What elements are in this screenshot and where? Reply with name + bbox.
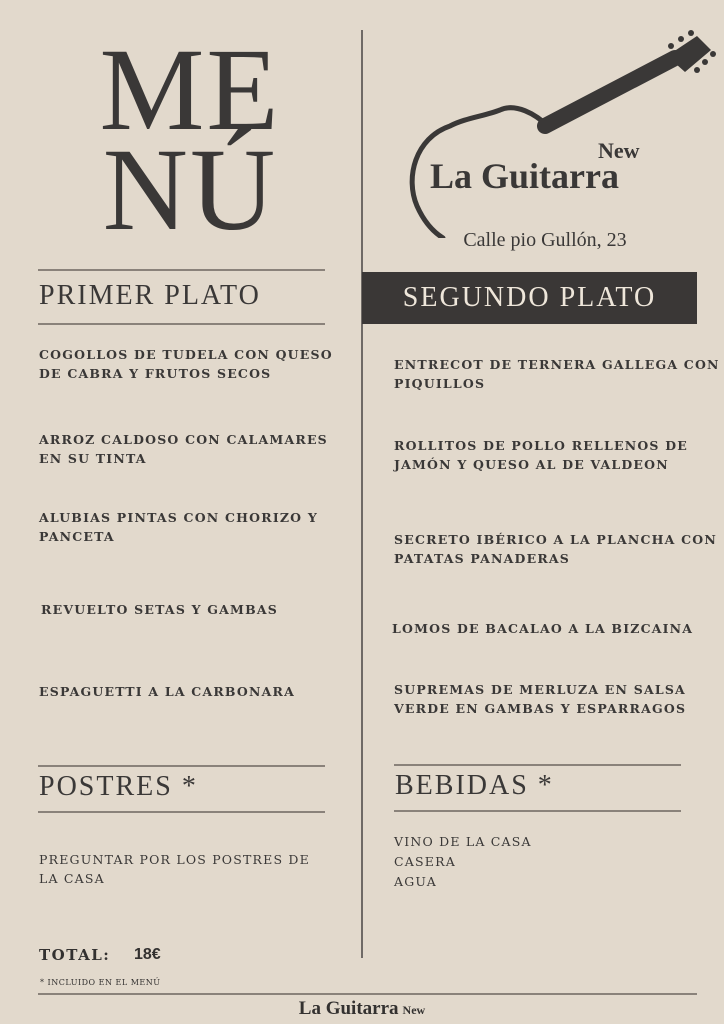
divider xyxy=(38,269,325,271)
divider xyxy=(394,810,681,812)
segundo-item-5: SUPREMAS DE MERLUZA EN SALSA VERDE EN GAMBAS Y ESPARRAGOS xyxy=(394,682,687,716)
postres-text: PREGUNTAR POR LOS POSTRES DE LA CASA xyxy=(39,852,310,886)
bebidas-item: CASERA xyxy=(394,854,456,869)
footer-brand xyxy=(0,998,724,1020)
included-note: * INCLUIDO EN EL MENÚ xyxy=(40,978,161,987)
footer-brand-new: New xyxy=(402,1003,426,1017)
footer-divider xyxy=(38,993,697,995)
segundo-item-3: SECRETO IBÉRICO A LA PLANCHA CON PATATAS PANADERAS xyxy=(394,532,718,566)
divider xyxy=(394,764,681,766)
bebidas-item: VINO DE LA CASA xyxy=(394,834,532,849)
primer-item-2: ARROZ CALDOSO CON CALAMARES EN SU TINTA xyxy=(39,432,328,466)
primer-item-5: ESPAGUETTI A LA CARBONARA xyxy=(39,684,296,699)
total-value: 18€ xyxy=(134,946,161,963)
menu-title-line1: ME xyxy=(99,24,281,155)
primer-plato-heading: PRIMER PLATO xyxy=(39,280,261,311)
brand-new-label: New xyxy=(598,138,640,163)
vertical-divider xyxy=(361,30,363,958)
address: Calle pio Gullón, 23 xyxy=(463,229,627,251)
segundo-item-2: ROLLITOS DE POLLO RELLENOS DE JAMÓN Y QUESO AL DE VALDEON xyxy=(394,438,688,472)
primer-item-3: ALUBIAS PINTAS CON CHORIZO Y PANCETA xyxy=(39,510,318,544)
brand-name: La Guitarra xyxy=(430,156,619,196)
primer-item-1: COGOLLOS DE TUDELA CON QUESO DE CABRA Y FRUTOS SECOS xyxy=(39,347,333,381)
postres-heading: POSTRES * xyxy=(39,771,198,802)
guitar-logo-icon xyxy=(405,28,720,238)
divider xyxy=(38,765,325,767)
divider xyxy=(38,323,325,325)
segundo-item-4: LOMOS DE BACALAO A LA BIZCAINA xyxy=(392,621,694,636)
bebidas-item: AGUA xyxy=(394,874,437,889)
menu-title-line2: NÚ xyxy=(102,124,278,255)
bebidas-list xyxy=(394,832,532,892)
divider xyxy=(38,811,325,813)
segundo-item-1: ENTRECOT DE TERNERA GALLEGA CON PIQUILLOS xyxy=(394,357,720,391)
segundo-plato-heading: SEGUNDO PLATO xyxy=(362,272,697,324)
bebidas-heading: BEBIDAS * xyxy=(395,770,554,801)
primer-item-4: REVUELTO SETAS Y GAMBAS xyxy=(41,602,278,617)
footer-brand-name: La Guitarra xyxy=(298,998,399,1019)
total-label: TOTAL: xyxy=(39,946,111,964)
